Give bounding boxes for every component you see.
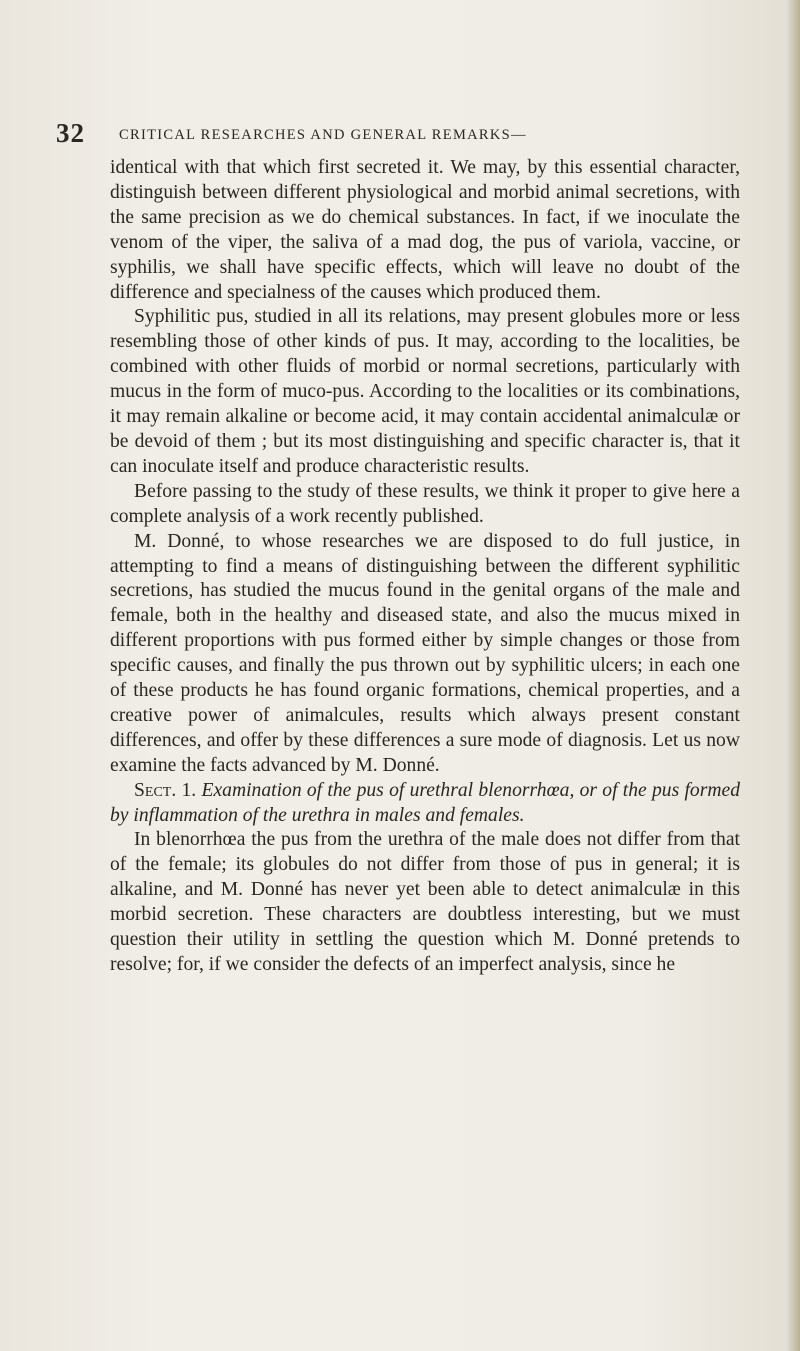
page-header [56, 118, 746, 148]
running-head: CRITICAL RESEARCHES AND GENERAL REMARKS— [119, 127, 527, 143]
section-heading [110, 779, 740, 829]
page-edge-shadow [786, 0, 800, 1351]
paragraph: Syphilitic pus, studied in all its relations, may present globules more or less resembling those of other kinds of pus. It may, according to the localities, be combined with other fluids of morbid or normal secretions, particularly with mucus in the form of muco-pus. According to the localities or its combinations, it may remain alkaline or become acid, it may contain accidental animalculæ or be devoid of them ; but its most distinguishing and specific character is, that it can inoculate itself and produce characteristic results. [110, 306, 740, 477]
paragraph: In blenorrhœa the pus from the urethra of the male does not differ from that of the female; its globules do not differ from those of pus in general; it is alkaline, and M. Donné has never yet been able to detect animalculæ in this morbid secretion. These characters are doubtless interesting, but we must question their utility in settling the question which M. Donné pretends to resolve; for, if we consider the defects of an imperfect analysis, since he [110, 829, 740, 975]
paragraph: Before passing to the study of these results, we think it proper to give here a complete analysis of a work recently published. [110, 480, 740, 527]
section-title: Examination of the pus of urethral blenorrhœa, or of the pus formed by inflammation of the urethra in males and females. [110, 779, 740, 826]
paragraph: identical with that which first secreted it. We may, by this essential character, distinguish between different physiological and morbid animal secretions, with the same precision as we do chemical substances. In fact, if we inoculate the venom of the viper, the saliva of a mad dog, the pus of variola, vaccine, or syphilis, we shall have specific effects, which will leave no doubt of the difference and specialness of the causes which produced them. [110, 157, 740, 303]
section-label: Sect. 1. [134, 779, 197, 801]
page-number: 32 [56, 118, 85, 148]
body-text [110, 156, 740, 978]
paragraph: M. Donné, to whose researches we are disposed to do full justice, in attempting to find a means of distinguishing between the different syphilitic secretions, has studied the mucus found in the genital organs of the male and female, both in the healthy and diseased state, and also the mucus mixed in different proportions with pus formed either by simple changes or those from specific causes, and finally the pus thrown out by syphilitic ulcers; in each one of these products he has found organic formations, chemical properties, and a creative power of animalcules, results which always present constant differences, and offer by these differences a sure mode of diagnosis. Let us now examine the facts advanced by M. Donné. [110, 530, 740, 776]
